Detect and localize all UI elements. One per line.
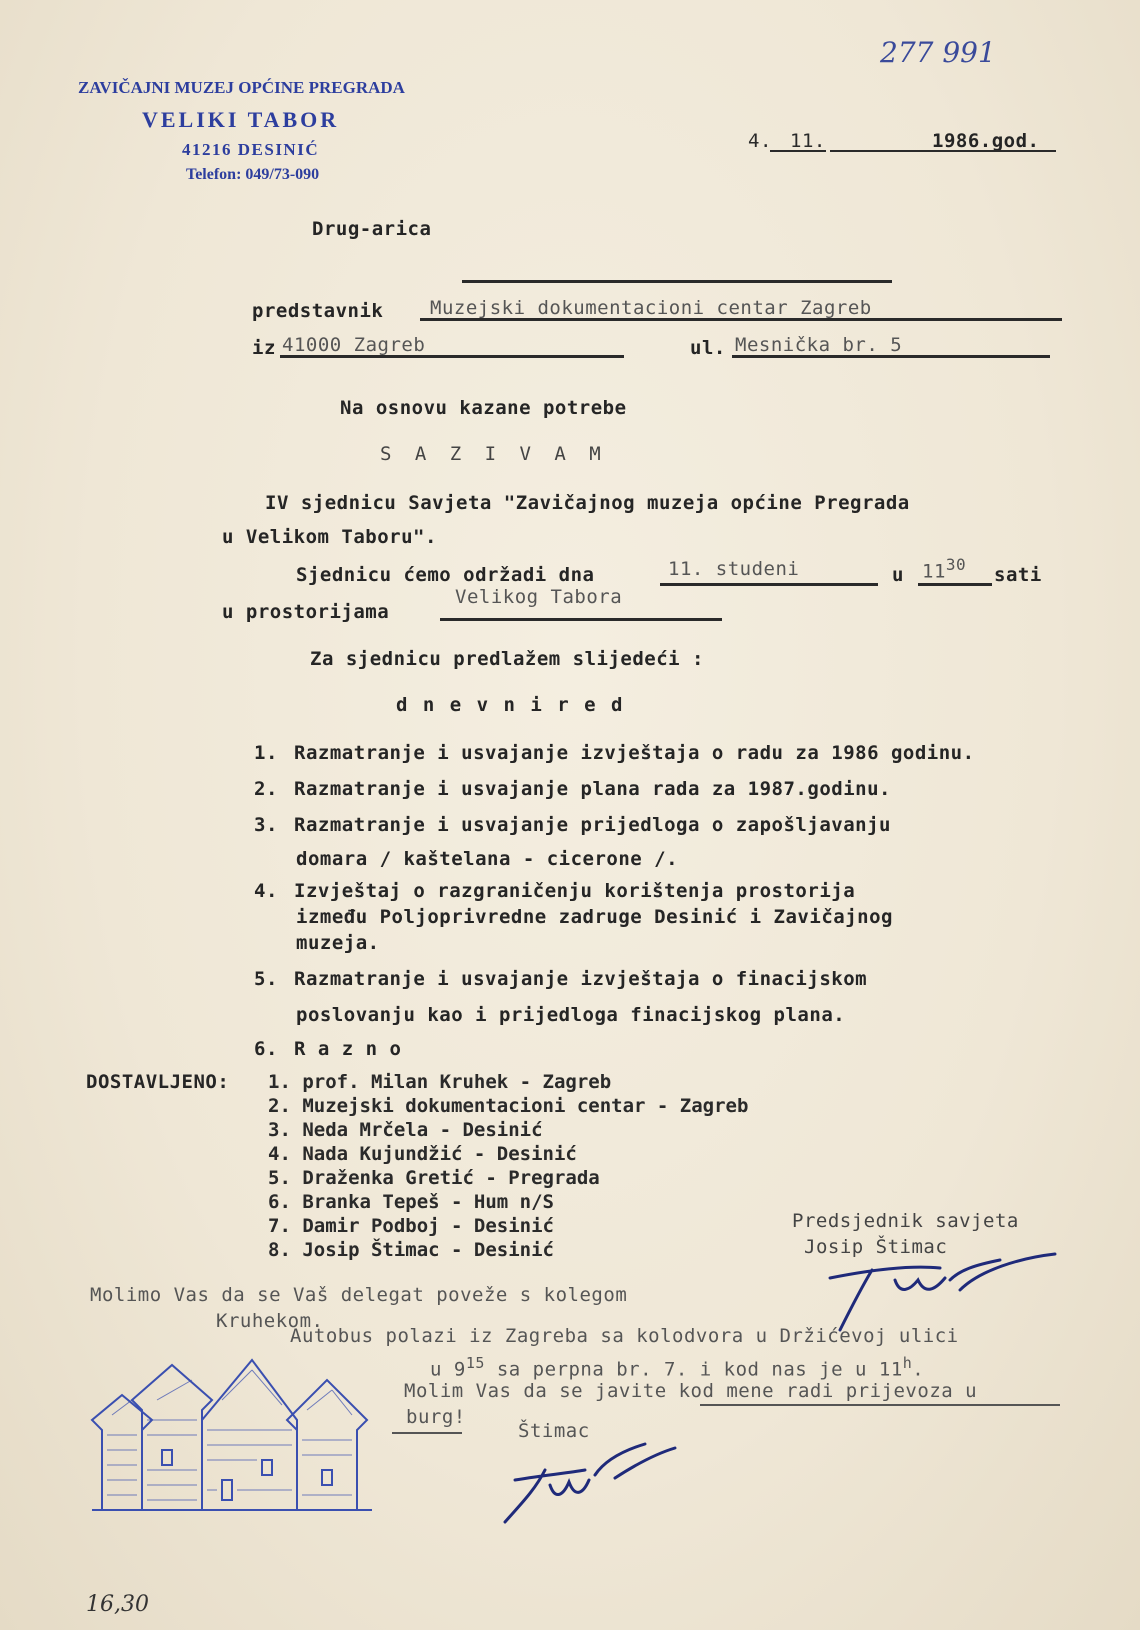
note-line3: Autobus polazi iz Zagreba sa kolodvora u Držićevoj ulici xyxy=(290,1325,959,1347)
street-underline xyxy=(732,355,1050,358)
list-item: 8. Josip Štimac - Desinić xyxy=(268,1239,554,1261)
note-underline-2 xyxy=(392,1432,462,1434)
session-date: 11. studeni xyxy=(668,558,800,580)
session-date-underline xyxy=(660,583,878,586)
proposal-text: Za sjednicu predlažem slijedeći : xyxy=(310,648,704,670)
agenda-num: 4. xyxy=(254,880,278,902)
agenda-item-3 xyxy=(254,814,891,836)
session-prefix: Sjednicu ćemo održadi dna xyxy=(296,564,595,586)
body-line2: u Velikom Taboru". xyxy=(222,526,437,548)
agenda-text: Razmatranje i usvajanje izvještaja o radu za 1986 godinu. xyxy=(294,742,975,764)
agenda-text: Razmatranje i usvajanje prijedloga o zapošljavanju xyxy=(294,814,891,836)
note-line1: Molimo Vas da se Vaš delegat poveže s kolegom xyxy=(90,1284,628,1306)
museum-name: ZAVIČAJNI MUZEJ OPĆINE PREGRADA xyxy=(78,78,405,97)
rep-label: predstavnik xyxy=(252,300,384,322)
agenda-item-5-cont: poslovanju kao i prijedloga finacijskog plana. xyxy=(296,1004,846,1026)
agenda-num: 1. xyxy=(254,742,278,764)
note-signed: Štimac xyxy=(518,1420,590,1442)
list-item: 2. Muzejski dokumentacioni centar - Zagreb xyxy=(268,1095,749,1117)
place-label: u prostorijama xyxy=(222,601,390,623)
date-underline xyxy=(770,150,826,152)
note-line5: Molim Vas da se javite kod mene radi prijevoza u xyxy=(404,1380,978,1402)
museum-city: 41216 DESINIĆ xyxy=(182,140,320,159)
note-line4-end: . xyxy=(912,1358,925,1381)
date-day: 4. xyxy=(748,130,772,152)
agenda-item-4-cont2: muzeja. xyxy=(296,932,380,954)
session-time-minutes: 30 xyxy=(945,555,967,574)
city-value: 41000 Zagreb xyxy=(282,334,426,356)
list-item: 7. Damir Podboj - Desinić xyxy=(268,1215,554,1237)
list-item: 1. prof. Milan Kruhek - Zagreb xyxy=(268,1071,612,1093)
museum-phone: Telefon: 049/73-090 xyxy=(186,166,320,183)
street-value: Mesnička br. 5 xyxy=(735,334,903,356)
agenda-text: Izvještaj o razgraničenju korištenja prostorija xyxy=(294,880,856,902)
convocation-title: S A Z I V A M xyxy=(380,443,607,465)
agenda-num: 6. xyxy=(254,1038,278,1060)
agenda-item-2 xyxy=(254,778,891,800)
salutation: Drug-arica xyxy=(312,218,432,240)
distribution-label: DOSTAVLJENO: xyxy=(86,1071,230,1093)
session-time xyxy=(922,555,966,582)
note-line4 xyxy=(430,1354,924,1380)
note-line4-mid: sa perpna br. 7. i kod nas je u 11 xyxy=(484,1358,903,1381)
note-line4-prefix: u 9 xyxy=(430,1358,466,1381)
agenda-title: d n e v n i r e d xyxy=(396,694,625,716)
note-line6: burg! xyxy=(406,1406,466,1428)
date-month: 11. xyxy=(790,130,826,152)
session-u: u xyxy=(892,564,904,586)
list-item: 4. Nada Kujundžić - Desinić xyxy=(268,1143,577,1165)
list-item: 6. Branka Tepeš - Hum n/S xyxy=(268,1191,554,1213)
agenda-text: Razmatranje i usvajanje plana rada za 1987.godinu. xyxy=(294,778,891,800)
city-label: iz xyxy=(252,337,276,359)
name-blank-line xyxy=(462,280,892,283)
place-value: Velikog Tabora xyxy=(455,586,623,608)
note-line2: Kruhekom. xyxy=(216,1310,324,1332)
castle-illustration xyxy=(82,1340,382,1520)
agenda-item-6 xyxy=(254,1038,401,1060)
note-signature-mark xyxy=(495,1430,695,1530)
agenda-item-4-cont1: između Poljoprivredne zadruge Desinić i Zavičajnog xyxy=(296,906,893,928)
street-label: ul. xyxy=(690,337,726,359)
agenda-text: R a z n o xyxy=(294,1038,402,1060)
place-underline xyxy=(440,618,722,621)
rep-value: Muzejski dokumentacioni centar Zagreb xyxy=(430,297,872,319)
city-underline xyxy=(280,355,624,358)
rep-underline xyxy=(420,318,1062,321)
note-line4-sup: 15 xyxy=(465,1354,485,1372)
session-time-hour: 11 xyxy=(922,560,946,583)
agenda-item-4 xyxy=(254,880,855,902)
list-item: 5. Draženka Gretić - Pregrada xyxy=(268,1167,600,1189)
agenda-text: Razmatranje i usvajanje izvještaja o finacijskom xyxy=(294,968,868,990)
list-item: 3. Neda Mrčela - Desinić xyxy=(268,1119,543,1141)
note-underline xyxy=(700,1404,1060,1406)
intro-text: Na osnovu kazane potrebe xyxy=(340,397,627,419)
corner-note: 16,30 xyxy=(86,1592,149,1617)
agenda-item-3-cont: domara / kaštelana - cicerone /. xyxy=(296,848,679,870)
agenda-num: 2. xyxy=(254,778,278,800)
date-year: 1986.god. xyxy=(932,130,1040,152)
signature-role: Predsjednik savjeta xyxy=(792,1210,1019,1232)
session-time-underline xyxy=(918,583,992,586)
date-year-underline xyxy=(830,150,1056,152)
agenda-item-5 xyxy=(254,968,867,990)
signature-name: Josip Štimac xyxy=(804,1236,948,1258)
body-line1: IV sjednicu Savjeta "Zavičajnog muzeja općine Pregrada xyxy=(265,492,910,514)
note-line4-sup2: h xyxy=(902,1354,913,1372)
agenda-num: 5. xyxy=(254,968,278,990)
archive-number: 277 991 xyxy=(880,36,996,69)
agenda-num: 3. xyxy=(254,814,278,836)
session-sati: sati xyxy=(994,564,1042,586)
agenda-item-1 xyxy=(254,742,975,764)
castle-name: VELIKI TABOR xyxy=(142,107,340,132)
